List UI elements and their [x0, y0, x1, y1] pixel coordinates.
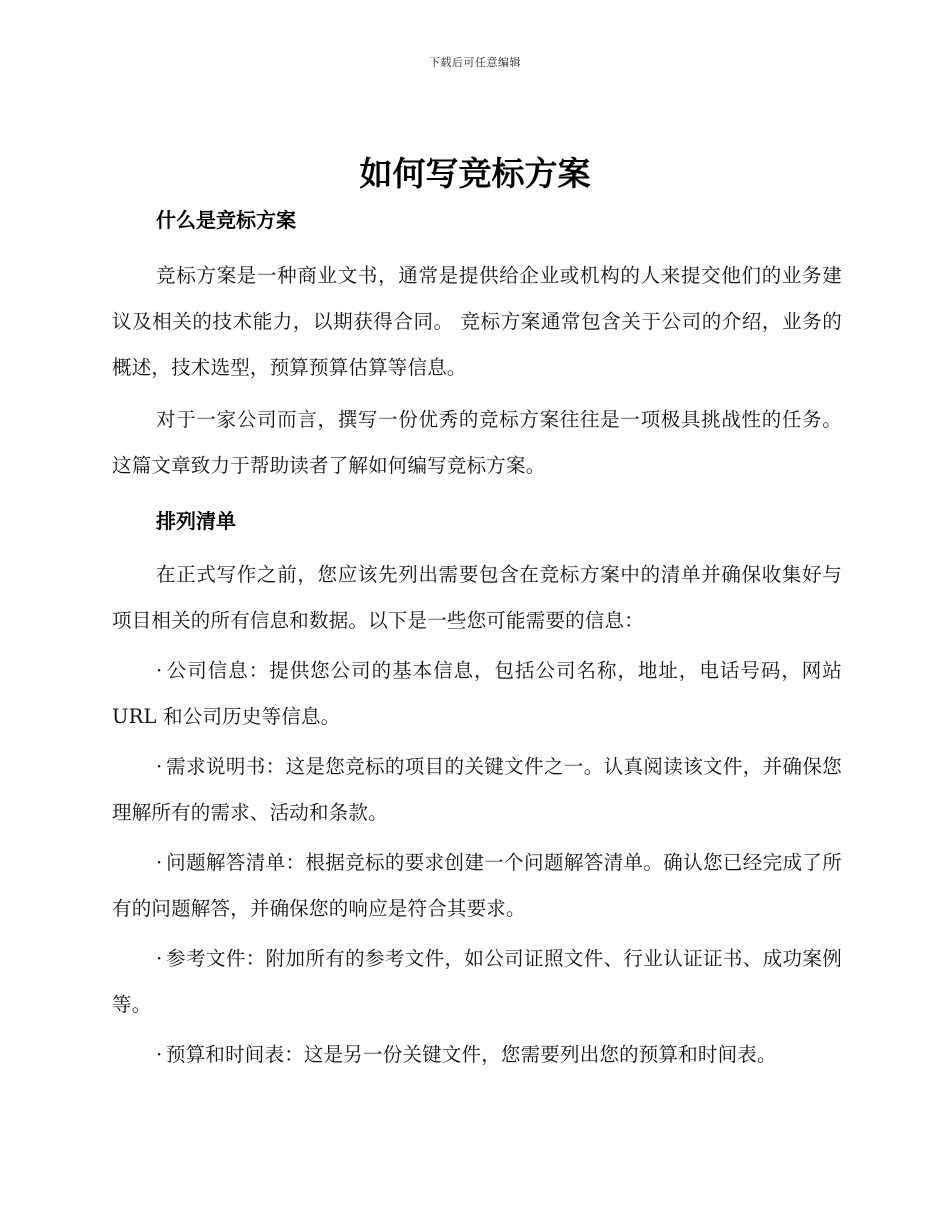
- paragraph-checklist-intro: 在正式写作之前，您应该先列出需要包含在竞标方案中的清单并确保收集好与项目相关的所有信息和数据。以下是一些您可能需要的信息：: [112, 563, 842, 632]
- document-body: [112, 202, 842, 1078]
- list-item-text: 参考文件：附加所有的参考文件，如公司证照文件、行业认证证书、成功案例等。: [112, 947, 842, 1016]
- list-item-reference-docs: [112, 936, 842, 1028]
- list-item-text: 需求说明书：这是您竞标的项目的关键文件之一。认真阅读该文件，并确保您理解所有的需求、活动和条款。: [112, 755, 842, 824]
- list-item-budget-timeline: [112, 1032, 842, 1078]
- list-item-text: 预算和时间表：这是另一份关键文件，您需要列出您的预算和时间表。: [166, 1043, 777, 1066]
- bullet-marker: ·: [156, 659, 163, 682]
- section-heading-checklist: 排列清单: [156, 509, 236, 533]
- list-item-company-info: [112, 648, 842, 740]
- section-heading-what-is-bid: 什么是竞标方案: [156, 208, 296, 232]
- bullet-marker: ·: [156, 947, 163, 970]
- bullet-marker: ·: [156, 755, 163, 778]
- list-item-text: 问题解答清单：根据竞标的要求创建一个问题解答清单。确认您已经完成了所有的问题解答，并确保您的响应是符合其要求。: [112, 851, 842, 920]
- list-item-text: 公司信息：提供您公司的基本信息，包括公司名称，地址，电话号码，网站 URL 和公司历史等信息。: [112, 659, 842, 728]
- list-item-requirements: [112, 744, 842, 836]
- page-header-note: 下载后可任意编辑: [429, 56, 521, 69]
- document-title: 如何写竞标方案: [359, 154, 591, 193]
- paragraph-definition: 竞标方案是一种商业文书，通常是提供给企业或机构的人来提交他们的业务建议及相关的技术能力，以期获得合同。 竞标方案通常包含关于公司的介绍，业务的概述，技术选型，预算预算估算等信息。: [112, 264, 842, 379]
- paragraph-challenge: 对于一家公司而言，撰写一份优秀的竞标方案往往是一项极具挑战性的任务。这篇文章致力于帮助读者了解如何编写竞标方案。: [112, 408, 842, 477]
- bullet-marker: ·: [156, 1043, 163, 1066]
- list-item-qa-list: [112, 840, 842, 932]
- bullet-marker: ·: [156, 851, 163, 874]
